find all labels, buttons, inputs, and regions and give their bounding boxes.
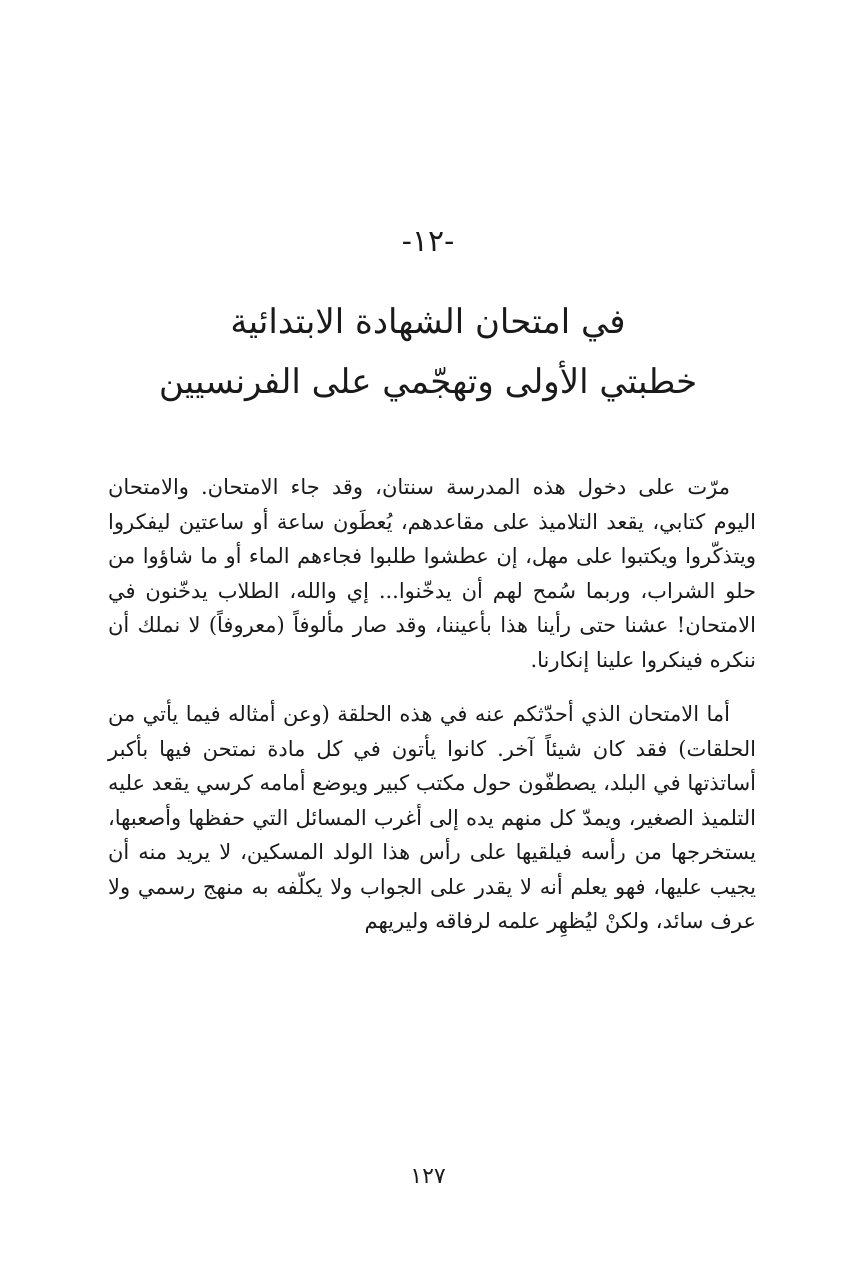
page-number: ١٢٧ <box>410 1164 446 1189</box>
paragraph-2: أما الامتحان الذي أحدّثكم عنه في هذه الحلقة (وعن أمثاله فيما يأتي من الحلقات) فقد كان شيئاً آخر. كانوا يأتون في كل مادة نمتحن فيها بأكبر أساتذتها في البلد، يصطفّون حول مكتب كبير ويوضع أمامه كرسي يقعد عليه التلميذ الصغير، ويمدّ كل منهم يده إلى أغرب المسائل التي حفظها وأصعبها، يستخرجها من رأسه فيلقيها على رأس هذا الولد المسكين، لا يريد منه أن يجيب عليها، فهو يعلم أنه لا يقدر على الجواب ولا يكلّفه به منهج رسمي ولا عرف سائد، ولكنْ ليُظهِر علمه لرفاقه وليريهم <box>108 702 756 933</box>
chapter-number: -١٢- <box>401 224 455 259</box>
paragraph-1: مرّت على دخول هذه المدرسة سنتان، وقد جاء الامتحان. والامتحان اليوم كتابي، يقعد التلاميذ على مقاعدهم، يُعطَون ساعة أو ساعتين ليفكروا ويتذكّروا ويكتبوا على مهل، إن عطشوا طلبوا فجاءهم الماء أو ما شاؤوا من حلو الشراب، وربما سُمح لهم أن يدخّنوا... إي والله، الطلاب يدخّنون في الامتحان! عشنا حتى رأينا هذا بأعيننا، وقد صار مألوفاً (معروفاً) لا نملك أن ننكره فينكروا علينا إنكارنا. <box>108 475 756 672</box>
body-text <box>108 470 756 959</box>
chapter-title-line-1: في امتحان الشهادة الابتدائية <box>230 302 626 342</box>
chapter-title <box>0 292 856 412</box>
chapter-title-line-2: خطبتي الأولى وتهجّمي على الفرنسيين <box>158 362 698 402</box>
